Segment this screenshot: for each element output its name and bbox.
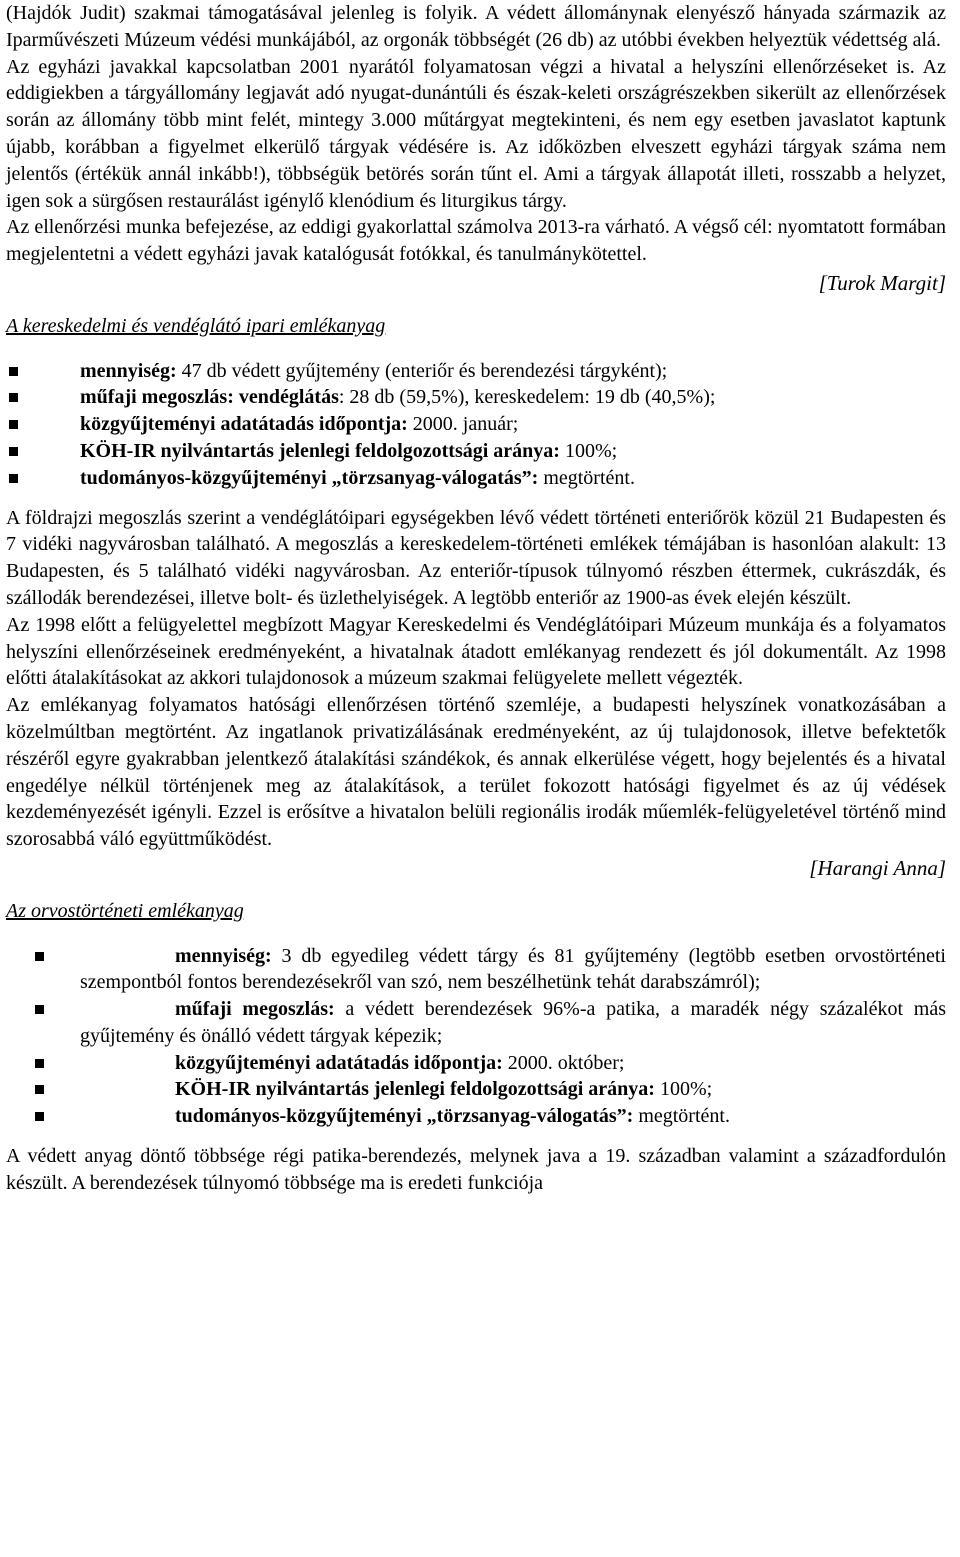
bullet-text: megtörtént. bbox=[538, 466, 635, 489]
heading-commercial-hospitality: A kereskedelmi és vendéglátó ipari emlékanyag bbox=[6, 314, 386, 337]
paragraph-protected-collection: (Hajdók Judit) szakmai támogatásával jelenleg is folyik. A védett állománynak elenyésző hányada származik az Iparművészeti Múzeum védési munkájából, az orgonák többségét (26 db) az utóbbi években helyeztük védettség alá. bbox=[6, 2, 946, 51]
list-item bbox=[6, 465, 946, 492]
list-item bbox=[6, 1050, 946, 1077]
square-bullet-icon bbox=[9, 474, 18, 483]
list-item bbox=[6, 384, 946, 411]
paragraph-inspection-completion: Az ellenőrzési munka befejezése, az eddigi gyakorlattal számolva 2013-ra várható. A végső cél: nyomtatott formában megjelentetni a védett egyházi javak katalógusát fotókkal, és tanulmánykötettel. bbox=[6, 216, 946, 266]
signature-harangi: [Harangi Anna] bbox=[809, 855, 946, 880]
bullet-label: mennyiség: bbox=[175, 944, 272, 967]
paragraph-museum-supervision: Az 1998 előtt a felügyelettel megbízott Magyar Kereskedelmi és Vendéglátóipari Múzeum munkája és a folyamatos helyszíni ellenőrzéseinek eredményeként, a hivatalnak átadott emlékanyag rendezett és jól dokumentált. Az 1998 előtti átalakításokat az akkori tulajdonosok a múzeum szakmai felügyelete mellett végezték. bbox=[6, 613, 946, 690]
square-bullet-icon bbox=[35, 952, 44, 961]
paragraph-church-inspections: Az egyházi javakkal kapcsolatban 2001 nyarától folyamatosan végzi a hivatal a helyszíni ellenőrzéseket is. Az eddigiekben a tárgyállomány legjavát adó nyugat-dunántúli és észak-keleti országrészekben sikerült az ellenőrzések során az állomány több mint felét, mintegy 3.000 műtárgyat megtekinteni, és nem egy esetben javaslatot kaptunk újabb, korábban a figyelmet elkerülő tárgyak védésére is. Az időközben elveszett egyházi tárgyak száma nem jelentős (értékük annál inkább!), többségük betörés során tűnt el. Ami a tárgyak állapotát illeti, rosszabb a helyzet, igen sok a sürgősen restaurálást igénylő klenódium és liturgikus tárgy. bbox=[6, 55, 946, 212]
heading-medical-history: Az orvostörténeti emlékanyag bbox=[6, 899, 244, 922]
signature-turok: [Turok Margit] bbox=[818, 270, 946, 295]
list-item bbox=[6, 411, 946, 438]
square-bullet-icon bbox=[9, 393, 18, 402]
bullet-label: mennyiség: bbox=[80, 359, 177, 382]
square-bullet-icon bbox=[9, 367, 18, 376]
bullet-list-medical bbox=[6, 943, 946, 1131]
bullet-list-commercial bbox=[6, 358, 946, 492]
bullet-label: közgyűjteményi adatátadás időpontja: bbox=[175, 1051, 503, 1074]
bullet-text: megtörtént. bbox=[633, 1105, 730, 1128]
bullet-label: műfaji megoszlás: vendéglátás bbox=[80, 386, 339, 409]
bullet-text: 100%; bbox=[559, 439, 618, 462]
bullet-label: közgyűjteményi adatátadás időpontja: bbox=[80, 413, 408, 436]
list-item bbox=[6, 438, 946, 465]
square-bullet-icon bbox=[9, 447, 18, 456]
square-bullet-icon bbox=[35, 1085, 44, 1094]
square-bullet-icon bbox=[35, 1112, 44, 1121]
square-bullet-icon bbox=[35, 1059, 44, 1068]
bullet-label: KÖH-IR nyilvántartás jelenlegi feldolgozottsági aránya: bbox=[80, 439, 560, 462]
bullet-text: 47 db védett gyűjtemény (enteriőr és berendezési tárgyként); bbox=[176, 359, 668, 382]
bullet-label: tudományos-közgyűjteményi „törzsanyag-válogatás”: bbox=[175, 1105, 634, 1128]
bullet-text: 2000. január; bbox=[407, 413, 519, 436]
paragraph-pharmacy-furnishings: A védett anyag döntő többsége régi patika-berendezés, melynek java a 19. században valamint a századfordulón készült. A berendezések túlnyomó többsége ma is eredeti funkciója bbox=[6, 1145, 946, 1194]
bullet-text: 2000. október; bbox=[502, 1051, 625, 1074]
list-item bbox=[6, 358, 946, 385]
list-item bbox=[6, 996, 946, 1050]
bullet-label: műfaji megoszlás: bbox=[175, 998, 335, 1021]
square-bullet-icon bbox=[9, 420, 18, 429]
bullet-label: KÖH-IR nyilvántartás jelenlegi feldolgozottsági aránya: bbox=[175, 1078, 655, 1101]
bullet-text: a védett berendezések 96%-a patika, a maradék négy százalékot más gyűjtemény és önálló védett tárgyak képezik; bbox=[80, 998, 946, 1047]
list-item bbox=[6, 943, 946, 997]
paragraph-geographic-distribution: A földrajzi megoszlás szerint a vendéglátóipari egységekben lévő védett történeti enteriőrök közül 21 Budapesten és 7 vidéki nagyvárosban található. A megoszlás a kereskedelem-történeti emlékek témájában is hasonlóan alakult: 13 Budapesten, és 5 található vidéki nagyvárosban. Az enteriőr-típusok túlnyomó részben éttermek, cukrászdák, és szállodák berendezései, illetve bolt- és üzlethelyiségek. A legtöbb enteriőr az 1900-as évek elején készült. bbox=[6, 506, 946, 609]
list-item bbox=[6, 1076, 946, 1103]
bullet-label: tudományos-közgyűjteményi „törzsanyag-válogatás”: bbox=[80, 466, 539, 489]
bullet-text: 100%; bbox=[654, 1078, 713, 1101]
square-bullet-icon bbox=[35, 1005, 44, 1014]
paragraph-authority-inspection: Az emlékanyag folyamatos hatósági ellenőrzésen történő szemléje, a budapesti helyszínek vonatkozásában a közelmúltban megtörtént. Az ingatlanok privatizálásának eredményeként, az új tulajdonosok, illetve befektetők részéről egyre gyakrabban jelentkező átalakítási szándékok, és annak elkerülése végett, hogy bejelentés és a hivatal engedélye nélkül történjenek meg az átalakítások, a terület fokozott hatósági figyelmet és az új védések kezdeményezését igényli. Ezzel is erősítve a hivatalon belüli regionális irodák műemlék-felügyeletével történő mind szorosabbá váló együttműködést. bbox=[6, 694, 946, 851]
bullet-text: : 28 db (59,5%), kereskedelem: 19 db (40,5%); bbox=[338, 386, 716, 409]
bullet-text: 3 db egyedileg védett tárgy és 81 gyűjtemény (legtöbb esetben orvostörténeti szempontból fontos berendezésekről van szó, nem beszélhetünk tehát darabszámról); bbox=[80, 944, 946, 994]
list-item bbox=[6, 1103, 946, 1130]
